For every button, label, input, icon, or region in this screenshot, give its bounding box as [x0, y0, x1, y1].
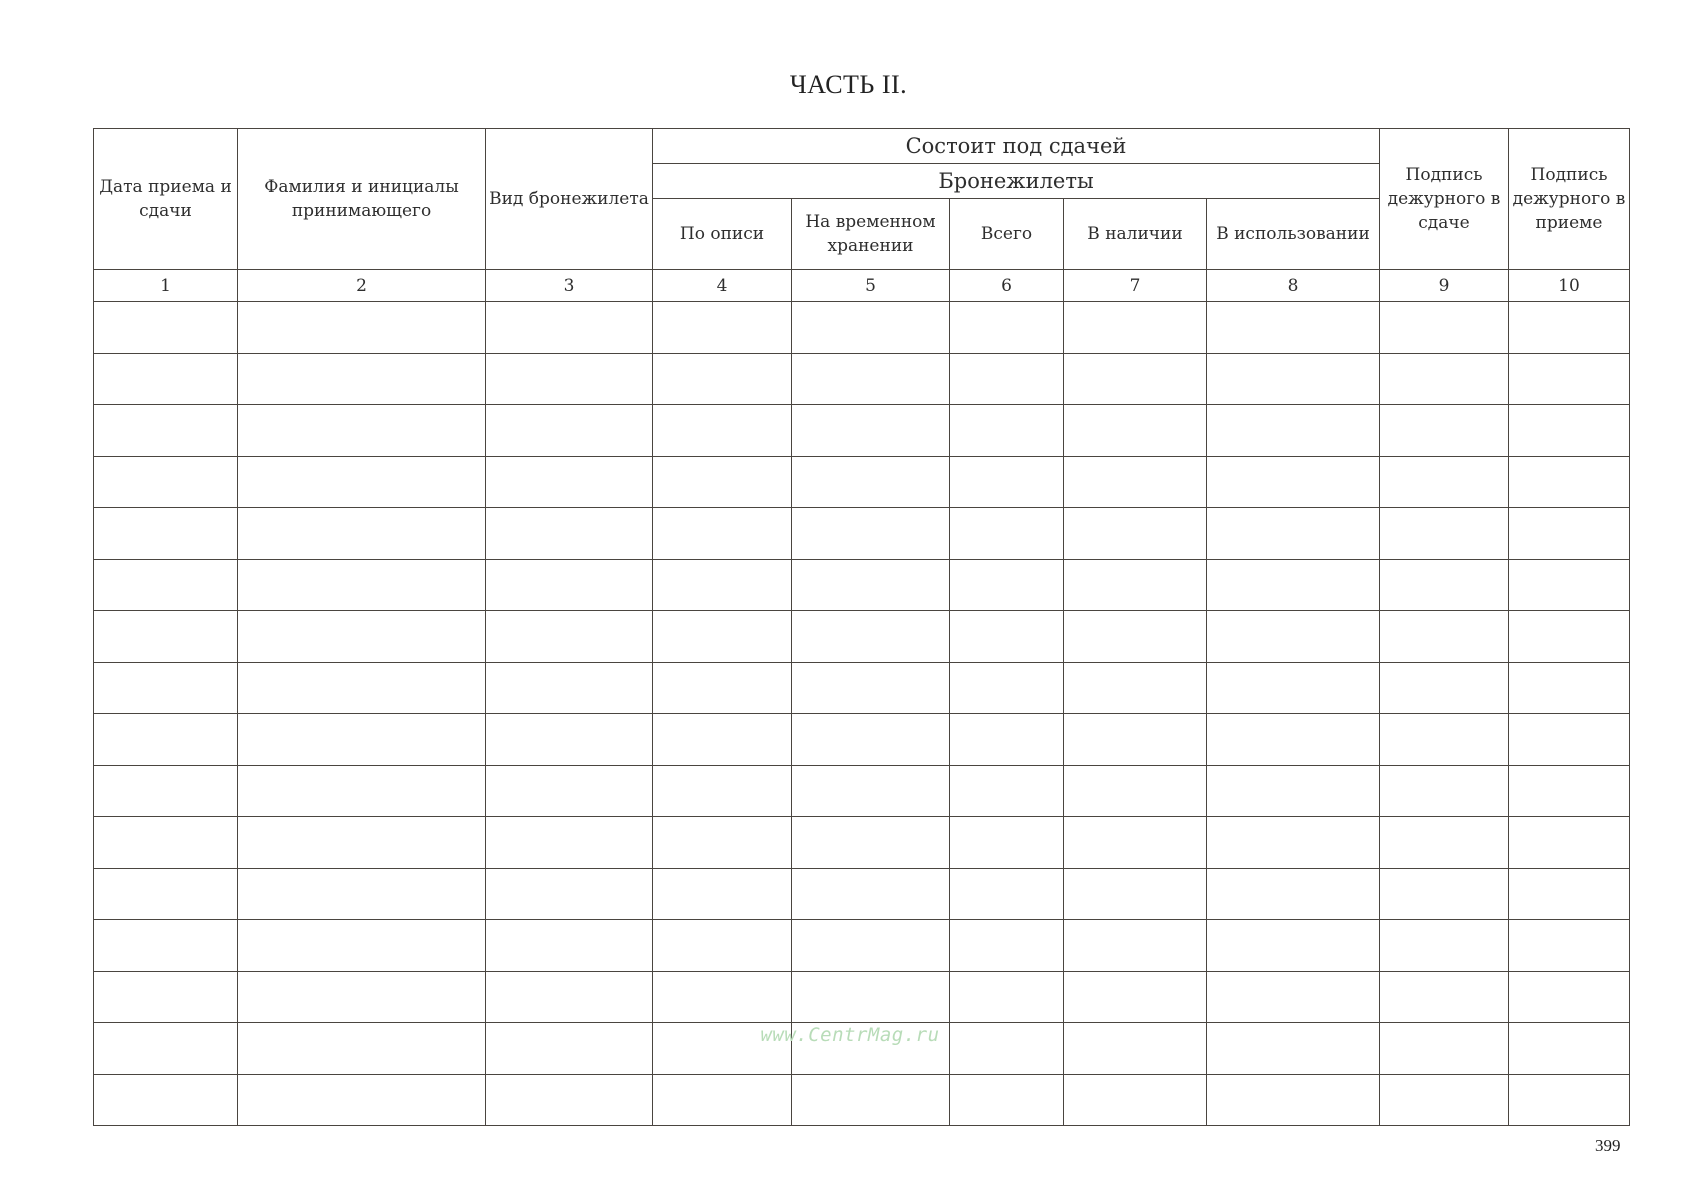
header-available: В наличии: [1064, 199, 1207, 270]
table-cell: [653, 868, 792, 920]
table-cell: [486, 508, 653, 560]
header-group-mid: Бронежилеты: [653, 164, 1380, 199]
table-cell: [486, 302, 653, 354]
table-cell: [1380, 405, 1509, 457]
table-cell: [1509, 971, 1630, 1023]
table-cell: [94, 559, 238, 611]
table-cell: [238, 405, 486, 457]
table-cell: [950, 611, 1064, 663]
table-cell: [1509, 405, 1630, 457]
table-cell: [238, 302, 486, 354]
table-cell: [1380, 817, 1509, 869]
table-cell: [792, 353, 950, 405]
table-row: [94, 353, 1630, 405]
table-cell: [653, 353, 792, 405]
table-cell: [238, 559, 486, 611]
table-cell: [486, 662, 653, 714]
table-cell: [653, 662, 792, 714]
table-row: [94, 765, 1630, 817]
table-cell: [238, 868, 486, 920]
table-cell: [792, 662, 950, 714]
vest-ledger-table: [93, 128, 1630, 1126]
table-cell: [1064, 353, 1207, 405]
table-cell: [238, 1023, 486, 1075]
table-cell: [238, 971, 486, 1023]
table-cell: [94, 714, 238, 766]
table-cell: [94, 817, 238, 869]
header-group-top: Состоит под сдачей: [653, 129, 1380, 164]
table-cell: [1509, 456, 1630, 508]
table-cell: [486, 920, 653, 972]
table-cell: [238, 662, 486, 714]
table-cell: [950, 1074, 1064, 1126]
table-cell: [653, 1074, 792, 1126]
column-number: 4: [653, 270, 792, 302]
table-cell: [238, 920, 486, 972]
table-cell: [238, 765, 486, 817]
table-cell: [1207, 868, 1380, 920]
table-cell: [653, 765, 792, 817]
header-in-use: В использовании: [1207, 199, 1380, 270]
table-cell: [1380, 559, 1509, 611]
table-cell: [486, 559, 653, 611]
table-cell: [1207, 508, 1380, 560]
table-cell: [486, 868, 653, 920]
table-cell: [486, 353, 653, 405]
table-cell: [486, 1074, 653, 1126]
table-cell: [950, 1023, 1064, 1075]
table-cell: [1207, 714, 1380, 766]
header-name: Фамилия и инициалы принимающего: [238, 129, 486, 270]
table-cell: [1380, 714, 1509, 766]
table-row: [94, 662, 1630, 714]
table-cell: [1509, 765, 1630, 817]
table-cell: [1509, 817, 1630, 869]
table-cell: [792, 508, 950, 560]
table-cell: [1064, 714, 1207, 766]
table-cell: [950, 508, 1064, 560]
table-cell: [950, 714, 1064, 766]
table-cell: [1380, 765, 1509, 817]
column-number: 9: [1380, 270, 1509, 302]
table-cell: [1380, 662, 1509, 714]
table-cell: [1064, 405, 1207, 457]
table-cell: [1207, 662, 1380, 714]
table-cell: [94, 456, 238, 508]
table-cell: [792, 405, 950, 457]
table-cell: [1509, 559, 1630, 611]
table-cell: [950, 765, 1064, 817]
table-cell: [950, 559, 1064, 611]
table-row: [94, 508, 1630, 560]
table-cell: [950, 405, 1064, 457]
table-row: [94, 456, 1630, 508]
table-cell: [950, 353, 1064, 405]
table-cell: [1380, 302, 1509, 354]
table-cell: [950, 868, 1064, 920]
table-cell: [950, 302, 1064, 354]
table-cell: [1509, 920, 1630, 972]
column-number: 1: [94, 270, 238, 302]
table-cell: [1380, 1023, 1509, 1075]
table-cell: [792, 765, 950, 817]
table-cell: [486, 611, 653, 663]
table-cell: [94, 662, 238, 714]
table-cell: [94, 920, 238, 972]
table-cell: [1509, 353, 1630, 405]
table-cell: [1380, 868, 1509, 920]
table-row: [94, 559, 1630, 611]
table-cell: [238, 456, 486, 508]
column-number: 10: [1509, 270, 1630, 302]
table-cell: [1064, 765, 1207, 817]
table-cell: [1064, 971, 1207, 1023]
table-cell: [792, 559, 950, 611]
table-cell: [792, 971, 950, 1023]
header-date: Дата приема и сдачи: [94, 129, 238, 270]
table-cell: [486, 456, 653, 508]
table-cell: [94, 508, 238, 560]
column-number: 6: [950, 270, 1064, 302]
table-cell: [1064, 611, 1207, 663]
table-cell: [94, 1023, 238, 1075]
table-row: [94, 1074, 1630, 1126]
table-cell: [1509, 302, 1630, 354]
table-cell: [653, 302, 792, 354]
table-cell: [1064, 662, 1207, 714]
table-cell: [1064, 456, 1207, 508]
table-cell: [94, 1074, 238, 1126]
table-cell: [486, 714, 653, 766]
table-row: [94, 817, 1630, 869]
table-cell: [1064, 817, 1207, 869]
table-cell: [1380, 1074, 1509, 1126]
table-cell: [950, 817, 1064, 869]
watermark: www.CentrMag.ru: [760, 1024, 940, 1046]
table-cell: [1064, 302, 1207, 354]
table-cell: [653, 611, 792, 663]
table-cell: [950, 971, 1064, 1023]
table-row: [94, 405, 1630, 457]
table-cell: [653, 817, 792, 869]
header-by-inventory: По описи: [653, 199, 792, 270]
table-cell: [1064, 1023, 1207, 1075]
table-cell: [1380, 353, 1509, 405]
table-cell: [238, 353, 486, 405]
table-cell: [94, 405, 238, 457]
table-cell: [1380, 456, 1509, 508]
table-cell: [653, 456, 792, 508]
column-number: 2: [238, 270, 486, 302]
table-cell: [238, 714, 486, 766]
table-cell: [792, 817, 950, 869]
table-cell: [486, 971, 653, 1023]
column-number: 8: [1207, 270, 1380, 302]
table-cell: [1509, 1074, 1630, 1126]
table-cell: [94, 611, 238, 663]
table-cell: [1509, 714, 1630, 766]
table-cell: [653, 971, 792, 1023]
table-cell: [1207, 765, 1380, 817]
table-cell: [950, 456, 1064, 508]
page-title: ЧАСТЬ II.: [789, 70, 908, 99]
table-cell: [1064, 508, 1207, 560]
table-cell: [1207, 1074, 1380, 1126]
table-cell: [653, 405, 792, 457]
table-cell: [1509, 611, 1630, 663]
table-cell: [1064, 868, 1207, 920]
table-cell: [792, 920, 950, 972]
table-cell: [950, 920, 1064, 972]
table-cell: [1207, 1023, 1380, 1075]
table-cell: [1509, 508, 1630, 560]
table-cell: [486, 817, 653, 869]
table-cell: [238, 1074, 486, 1126]
header-sign-accept: Подпись дежурного в приеме: [1509, 129, 1630, 270]
table-cell: [238, 611, 486, 663]
header-temp-storage: На временном хранении: [792, 199, 950, 270]
header-vest-type: Вид бронежилета: [486, 129, 653, 270]
table-cell: [1509, 662, 1630, 714]
column-number: 5: [792, 270, 950, 302]
table-cell: [486, 405, 653, 457]
table-cell: [94, 868, 238, 920]
header-total: Всего: [950, 199, 1064, 270]
table-cell: [1207, 302, 1380, 354]
table-cell: [653, 714, 792, 766]
column-number-row: [94, 270, 1630, 302]
table-cell: [792, 456, 950, 508]
table-cell: [792, 302, 950, 354]
table-cell: [1064, 920, 1207, 972]
table-cell: [950, 662, 1064, 714]
table-row: [94, 714, 1630, 766]
table-cell: [1207, 353, 1380, 405]
table-cell: [792, 714, 950, 766]
table-cell: [1207, 405, 1380, 457]
table-cell: [792, 611, 950, 663]
column-number: 3: [486, 270, 653, 302]
table-cell: [653, 559, 792, 611]
table-cell: [792, 1074, 950, 1126]
table-cell: [1207, 817, 1380, 869]
table-cell: [1380, 508, 1509, 560]
table-cell: [792, 868, 950, 920]
table-cell: [1207, 456, 1380, 508]
table-cell: [1509, 868, 1630, 920]
table-cell: [1509, 1023, 1630, 1075]
table-cell: [486, 1023, 653, 1075]
table-cell: [1207, 920, 1380, 972]
table-cell: [1207, 611, 1380, 663]
column-number: 7: [1064, 270, 1207, 302]
table-cell: [653, 508, 792, 560]
table-row: [94, 611, 1630, 663]
table-cell: [1380, 920, 1509, 972]
table-cell: [1207, 559, 1380, 611]
table-cell: [238, 817, 486, 869]
table-row: [94, 868, 1630, 920]
table-cell: [653, 920, 792, 972]
table-cell: [94, 971, 238, 1023]
header-sign-handover: Подпись дежурного в сдаче: [1380, 129, 1509, 270]
table-cell: [94, 765, 238, 817]
table-row: [94, 971, 1630, 1023]
table-row: [94, 302, 1630, 354]
table-cell: [94, 302, 238, 354]
table-row: [94, 920, 1630, 972]
table-cell: [1064, 559, 1207, 611]
table-cell: [1380, 971, 1509, 1023]
table-cell: [1064, 1074, 1207, 1126]
table-cell: [486, 765, 653, 817]
table-cell: [238, 508, 486, 560]
table-cell: [1380, 611, 1509, 663]
page-number: 399: [1595, 1136, 1621, 1155]
table-cell: [1207, 971, 1380, 1023]
ledger-body: [94, 270, 1630, 1126]
table-cell: [94, 353, 238, 405]
